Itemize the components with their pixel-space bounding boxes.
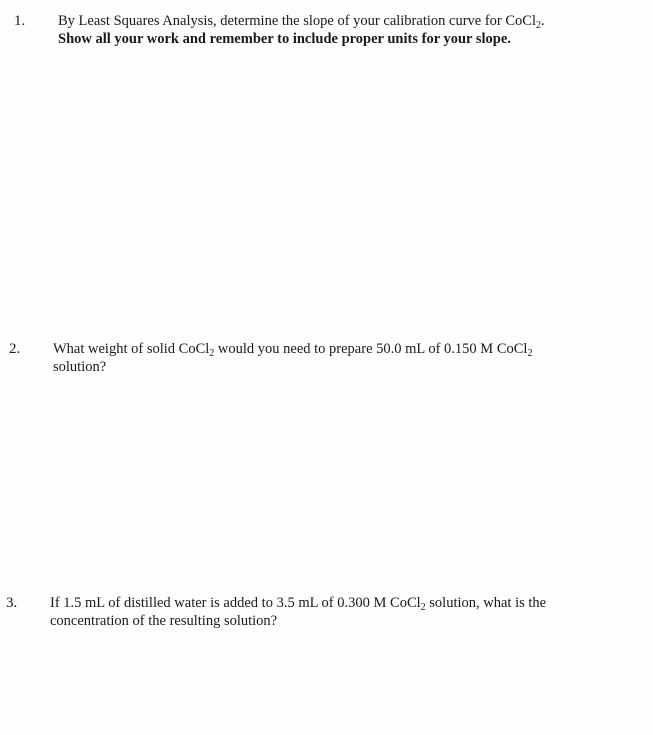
question-line-1: By Least Squares Analysis, determine the slope of your calibration curve for CoCl$_2$.: [58, 13, 545, 31]
subscript: 2: [527, 348, 533, 359]
question-line-2: solution?: [53, 359, 107, 375]
subscript: 2: [209, 348, 215, 359]
question-text: [58, 12, 618, 48]
question-text: [50, 594, 610, 630]
question-text: [53, 340, 613, 376]
question-line-2-instructions: Show all your work and remember to include proper units for your slope.: [58, 31, 511, 47]
subscript: 2: [420, 602, 426, 613]
question-line-1: If 1.5 mL of distilled water is added to 3.5 mL of 0.300 M CoCl$_2$ solution, what is the: [50, 595, 547, 613]
question-number: 3.: [6, 595, 18, 611]
question-line-1: What weight of solid CoCl$_2$ would you need to prepare 50.0 mL of 0.150 M CoCl$_2$: [53, 341, 533, 359]
question-number: 1.: [14, 13, 26, 29]
subscript: 2: [535, 20, 541, 31]
question-number: 2.: [9, 341, 21, 357]
question-line-2: concentration of the resulting solution?: [50, 613, 278, 629]
